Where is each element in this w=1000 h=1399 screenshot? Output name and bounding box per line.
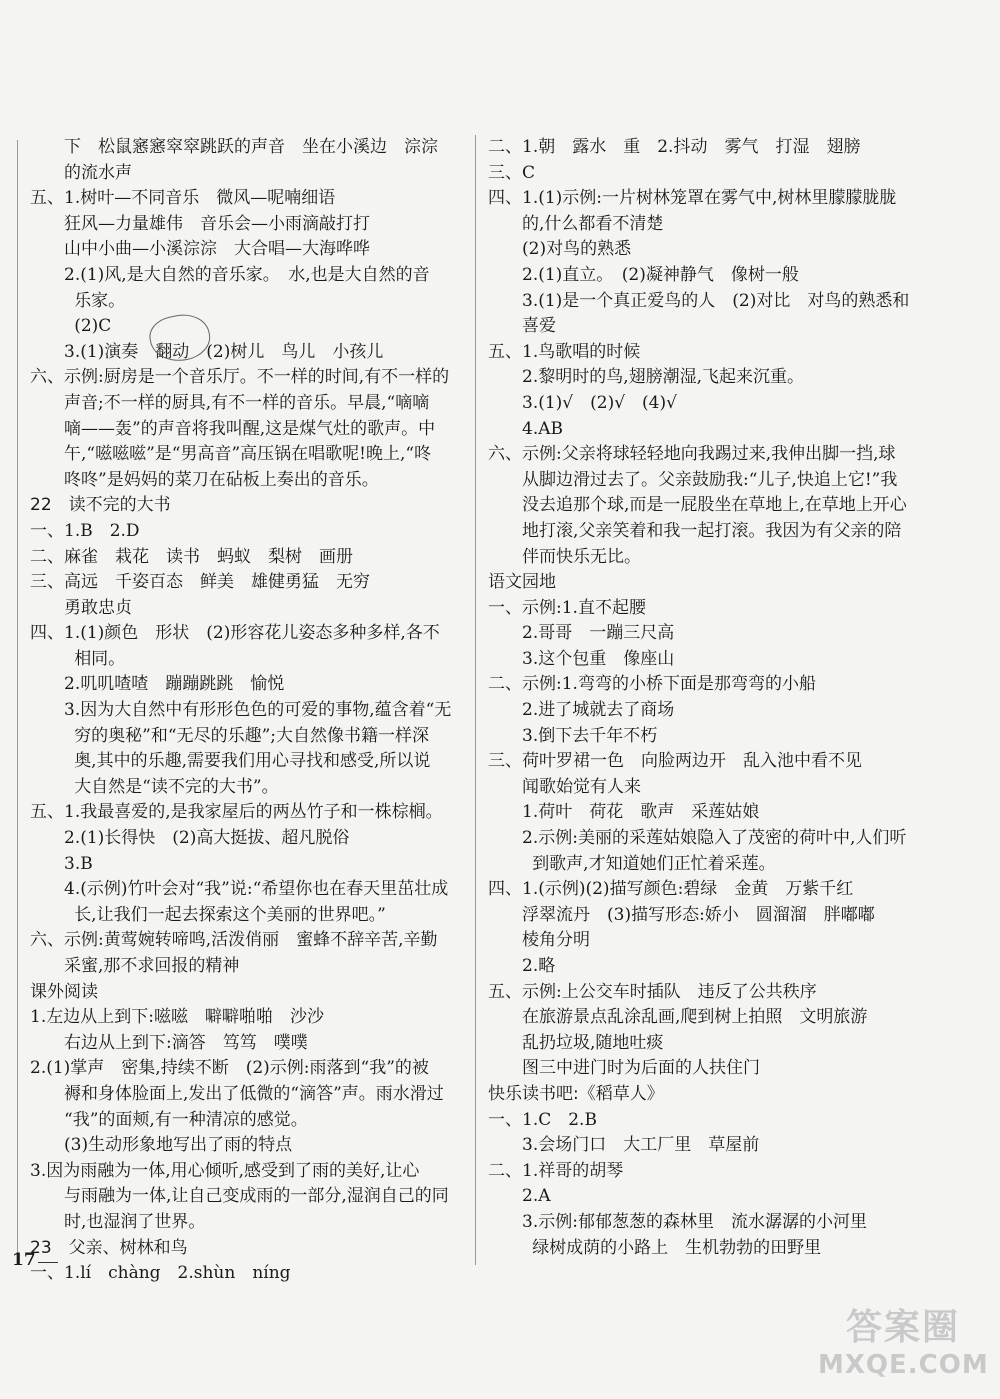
answer-line: “我”的面颊,有一种清凉的感觉。 bbox=[64, 1109, 308, 1130]
answer-line: 的流水声 bbox=[64, 162, 132, 183]
answer-line: 伴而快乐无比。 bbox=[522, 546, 641, 567]
answer-line: 午,“嗞嗞嗞”是“男高音”高压锅在唱歌呢!晚上,“咚 bbox=[64, 444, 432, 465]
answer-line: 二、1.祥哥的胡琴 bbox=[488, 1160, 624, 1181]
watermark-logo bbox=[818, 1299, 988, 1389]
answer-line: 四、1.(1)颜色 形状 (2)形容花儿姿态多种多样,各不 bbox=[30, 623, 440, 644]
answer-line: 1.左边从上到下:嗞嗞 噼噼啪啪 沙沙 bbox=[30, 1007, 324, 1028]
answer-line: 浮翠流丹 (3)描写形态:娇小 圆溜溜 胖嘟嘟 bbox=[522, 904, 875, 925]
answer-line: 一、1.B 2.D bbox=[30, 520, 140, 541]
answer-line: 乱扔垃圾,随地吐痰 bbox=[522, 1032, 664, 1053]
section-heading: 23 父亲、树林和鸟 bbox=[30, 1237, 188, 1258]
answer-line: 一、1.lí chàng 2.shùn níng bbox=[30, 1263, 291, 1284]
answer-line: 2.A bbox=[522, 1186, 551, 1207]
answer-line: 三、荷叶罗裙一色 向脸两边开 乱入池中看不见 bbox=[488, 751, 862, 772]
answer-line: 图三中进门时为后面的人扶住门 bbox=[522, 1058, 760, 1079]
answer-line: 3.示例:郁郁葱葱的森林里 流水潺潺的小河里 bbox=[522, 1211, 867, 1232]
answer-line: (2)C bbox=[74, 316, 112, 337]
answer-line: 在旅游景点乱涂乱画,爬到树上拍照 文明旅游 bbox=[522, 1007, 868, 1028]
watermark-en: MXQE.COM bbox=[818, 1350, 989, 1380]
section-heading: 课外阅读 bbox=[30, 981, 98, 1002]
page-number: 17 bbox=[12, 1250, 36, 1270]
section-heading: 22 读不完的大书 bbox=[30, 495, 171, 516]
answer-line: 3.倒下去千年不朽 bbox=[522, 725, 658, 746]
answer-line: 奥,其中的乐趣,需要我们用心寻找和感受,所以说 bbox=[74, 751, 431, 772]
answer-line: 下 松鼠窸窸窣窣跳跃的声音 坐在小溪边 淙淙 bbox=[64, 137, 438, 157]
answer-line: 狂风—力量雄伟 音乐会—小雨滴敲打打 bbox=[64, 213, 370, 234]
answer-line: 地打滚,父亲笑着和我一起打滚。我因为有父亲的陪 bbox=[522, 520, 902, 541]
answer-line: 棱角分明 bbox=[522, 930, 590, 951]
answer-line: 3.(1)√ (2)√ (4)√ bbox=[522, 392, 677, 413]
answer-line: 2.(1)长得快 (2)高大挺拔、超凡脱俗 bbox=[64, 828, 350, 849]
answer-line: 3.B bbox=[64, 853, 93, 874]
answer-line: 乐家。 bbox=[74, 290, 126, 311]
answer-line: 山中小曲—小溪淙淙 大合唱—大海哗哗 bbox=[64, 239, 370, 260]
answer-line: 二、示例:1.弯弯的小桥下面是那弯弯的小船 bbox=[488, 674, 816, 695]
answer-line: 3.因为大自然中有形形色色的可爱的事物,蕴含着“无 bbox=[64, 700, 452, 721]
answer-line: 大自然是“读不完的大书”。 bbox=[74, 776, 279, 797]
answer-line: (3)生动形象地写出了雨的特点 bbox=[64, 1135, 293, 1156]
answer-line: 咚咚”是妈妈的菜刀在砧板上奏出的音乐。 bbox=[64, 469, 379, 490]
answer-line: 4.AB bbox=[522, 418, 563, 439]
answer-line: 三、C bbox=[488, 162, 536, 183]
answer-line: 2.(1)直立。 (2)凝神静气 像树一般 bbox=[522, 264, 799, 285]
answer-line: 2.叽叽喳喳 蹦蹦跳跳 愉悦 bbox=[64, 674, 285, 695]
answer-line: 与雨融为一体,让自己变成雨的一部分,湿润自己的同 bbox=[64, 1186, 449, 1207]
answer-line: 2.(1)风,是大自然的音乐家。 水,也是大自然的音 bbox=[64, 264, 430, 285]
column-divider bbox=[475, 135, 476, 1265]
answer-line: 五、1.我最喜爱的,是我家屋后的两丛竹子和一株棕榈。 bbox=[30, 802, 443, 823]
answer-line: 声音;不一样的厨具,有不一样的音乐。早晨,“嘀嘀 bbox=[64, 392, 430, 413]
right-column bbox=[488, 135, 918, 1261]
answer-line: 3.这个包重 像座山 bbox=[522, 648, 675, 669]
answer-line: 二、1.朝 露水 重 2.抖动 雾气 打湿 翅膀 bbox=[488, 137, 861, 157]
answer-line: 四、1.(1)示例:一片树林笼罩在雾气中,树林里朦朦胧胧 bbox=[488, 188, 897, 209]
answer-line: 长,让我们一起去探索这个美丽的世界吧。” bbox=[74, 904, 386, 925]
answer-line: 喜爱 bbox=[522, 316, 556, 337]
answer-line: 到歌声,才知道她们正忙着采莲。 bbox=[532, 853, 776, 874]
answer-line: 五、示例:上公交车时插队 违反了公共秩序 bbox=[488, 981, 817, 1002]
answer-line: 二、麻雀 栽花 读书 蚂蚁 梨树 画册 bbox=[30, 546, 353, 567]
answer-line: 穷的奥秘”和“无尽的乐趣”;大自然像书籍一样深 bbox=[74, 725, 429, 746]
answer-line: 2.略 bbox=[522, 956, 556, 976]
page-number-rule bbox=[38, 1262, 58, 1263]
answer-line: 勇敢忠贞 bbox=[64, 597, 132, 618]
answer-line: 闻歌始觉有人来 bbox=[522, 776, 641, 797]
answer-line: 一、1.C 2.B bbox=[488, 1109, 597, 1130]
answer-line: 褥和身体脸面上,发出了低微的“滴答”声。雨水滑过 bbox=[64, 1083, 444, 1104]
answer-line: 2.进了城就去了商场 bbox=[522, 700, 675, 721]
answer-line: 1.荷叶 荷花 歌声 采莲姑娘 bbox=[522, 802, 760, 823]
answer-line: 相同。 bbox=[74, 648, 126, 669]
answer-line: 的,什么都看不清楚 bbox=[522, 213, 664, 234]
answer-line: 从脚边滑过去了。父亲鼓励我:“儿子,快追上它!”我 bbox=[522, 469, 898, 490]
answer-line: 2.哥哥 一蹦三尺高 bbox=[522, 623, 675, 644]
answer-line: 2.(1)掌声 密集,持续不断 (2)示例:雨落到“我”的被 bbox=[30, 1058, 429, 1079]
answer-line: 六、示例:父亲将球轻轻地向我踢过来,我伸出脚一挡,球 bbox=[488, 444, 896, 465]
answer-line: 3.(1)演奏 翻动 (2)树儿 鸟儿 小孩儿 bbox=[64, 341, 384, 362]
answer-line: 右边从上到下:滴答 笃笃 噗噗 bbox=[64, 1032, 308, 1053]
answer-line: 3.会场门口 大工厂里 草屋前 bbox=[522, 1135, 760, 1156]
answer-line: 五、1.树叶—不同音乐 微风—呢喃细语 bbox=[30, 188, 336, 209]
answer-line: 3.因为雨融为一体,用心倾听,感受到了雨的美好,让心 bbox=[30, 1160, 420, 1181]
answer-line: 嘀——轰”的声音将我叫醒,这是煤气灶的歌声。中 bbox=[64, 418, 436, 439]
answer-line: 三、高远 千姿百态 鲜美 雄健勇猛 无穷 bbox=[30, 572, 370, 593]
answer-line: 四、1.(示例)(2)描写颜色:碧绿 金黄 万紫千红 bbox=[488, 879, 854, 900]
watermark-cn: 答案圈 bbox=[845, 1307, 960, 1348]
answer-line: 2.示例:美丽的采莲姑娘隐入了茂密的荷叶中,人们听 bbox=[522, 828, 907, 849]
left-margin-rule bbox=[17, 140, 18, 1255]
answer-line: 时,也湿润了世界。 bbox=[64, 1211, 206, 1232]
answer-line: 采蜜,那不求回报的精神 bbox=[64, 956, 240, 976]
answer-line: (2)对鸟的熟悉 bbox=[522, 239, 632, 260]
answer-line: 六、示例:厨房是一个音乐厅。不一样的时间,有不一样的 bbox=[30, 367, 450, 388]
answer-line: 六、示例:黄莺婉转啼鸣,活泼俏丽 蜜蜂不辞辛苦,辛勤 bbox=[30, 930, 438, 951]
answer-line: 没去追那个球,而是一屁股坐在草地上,在草地上开心 bbox=[522, 495, 907, 516]
answer-line: 一、示例:1.直不起腰 bbox=[488, 597, 646, 618]
section-heading: 快乐读书吧:《稻草人》 bbox=[488, 1083, 664, 1104]
answer-line: 2.黎明时的鸟,翅膀潮湿,飞起来沉重。 bbox=[522, 367, 805, 388]
answer-line: 绿树成荫的小路上 生机勃勃的田野里 bbox=[532, 1237, 822, 1258]
answer-line: 五、1.鸟歌唱的时候 bbox=[488, 341, 641, 362]
section-heading: 语文园地 bbox=[488, 572, 556, 593]
answer-line: 3.(1)是一个真正爱鸟的人 (2)对比 对鸟的熟悉和 bbox=[522, 290, 910, 311]
answer-line: 4.(示例)竹叶会对“我”说:“希望你也在春天里茁壮成 bbox=[64, 879, 449, 900]
left-column bbox=[30, 135, 462, 1287]
